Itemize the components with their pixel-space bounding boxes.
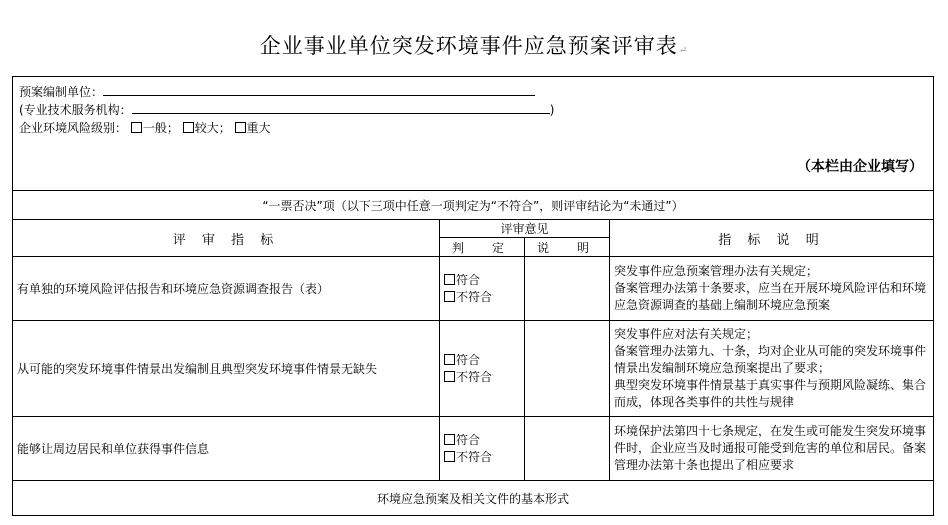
title-text: 企业事业单位突发环境事件应急预案评审表 (259, 34, 678, 58)
agency-input-line[interactable] (132, 101, 550, 114)
agency-label: (专业技术服务机构： (19, 103, 132, 117)
agency-line (19, 101, 927, 119)
criterion-cell (13, 257, 440, 321)
criterion-cell (13, 321, 440, 417)
section-heading (13, 481, 934, 516)
option-label: 不符合 (456, 449, 493, 464)
option-label: 符合 (456, 432, 481, 447)
explanation-cell (610, 257, 934, 321)
explanation-cell (610, 321, 934, 417)
checkbox-icon (444, 434, 455, 445)
checkbox-icon (183, 122, 194, 133)
judgment-cell (440, 321, 525, 417)
judgment-header-text: 判 定 (451, 240, 512, 255)
checkbox-icon (444, 354, 455, 365)
criterion-cell (13, 417, 440, 481)
fill-note: （本栏由企业填写） (797, 159, 923, 175)
unit-line (19, 83, 927, 101)
criterion-text: 从可能的突发环境事件情景出发编制且典型突发环境事件情景无缺失 (17, 362, 378, 376)
remark-cell[interactable] (525, 417, 610, 481)
info-section (13, 77, 934, 191)
option-nonconform[interactable] (444, 449, 520, 466)
review-form-table (12, 76, 934, 516)
option-nonconform[interactable] (444, 289, 520, 306)
checkbox-icon (444, 451, 455, 462)
table-row (13, 321, 934, 417)
risk-label: 企业环境风险级别： (19, 121, 128, 135)
option-conform[interactable] (444, 272, 520, 289)
risk-option-label: 重大 (246, 121, 271, 135)
paragraph-mark: ↵ (678, 45, 689, 56)
info-cell (13, 77, 934, 191)
option-label: 符合 (456, 272, 481, 287)
table-row (13, 417, 934, 481)
remark-cell[interactable] (525, 257, 610, 321)
explanation-text: 环境保护法第四十七条规定，在发生或可能发生突发环境事件时，企业应当及时通报可能受到危害的单位和居民。备案管理办法第十条也提出了相应要求 (614, 424, 927, 472)
risk-option-label: 较大； (194, 121, 231, 135)
judgment-cell (440, 257, 525, 321)
option-label: 不符合 (456, 289, 493, 304)
option-label: 不符合 (456, 369, 493, 384)
opinion-header (440, 220, 610, 238)
risk-option-label: 一般； (142, 121, 179, 135)
explanation-header-text: 指 标 说 明 (718, 232, 825, 248)
opinion-header-text: 评审意见 (500, 222, 549, 236)
section-heading-text: 环境应急预案及相关文件的基本形式 (376, 491, 569, 506)
veto-notice (13, 191, 934, 220)
criteria-header (13, 220, 440, 257)
explanation-cell (610, 417, 934, 481)
unit-input-line[interactable] (103, 83, 535, 96)
criterion-text: 有单独的环境风险评估报告和环境应急资源调查报告（表） (17, 282, 330, 296)
explanation-text: 突发事件应急预案管理办法有关规定； 备案管理办法第十条要求，应当在开展环境风险评估和环境应急资源调查的基础上编制环境应急预案 (614, 264, 927, 312)
checkbox-icon (444, 371, 455, 382)
checkbox-icon (131, 122, 142, 133)
checkbox-icon (444, 291, 455, 302)
risk-option-general[interactable] (131, 121, 179, 135)
table-row (13, 257, 934, 321)
explanation-header (610, 220, 934, 257)
explanation-text: 突发事件应对法有关规定； 备案管理办法第九、十条，均对企业从可能的突发环境事件情景出发编制环境应急预案提出了要求； 典型突发环境事件情景基于真实事件与预期风险凝练、集合而成，体现各类事件的共性与规律 (614, 327, 927, 409)
checkbox-icon (235, 122, 246, 133)
agency-close: ) (549, 103, 555, 117)
criterion-text: 能够让周边居民和单位获得事件信息 (17, 442, 210, 456)
judgment-header (440, 238, 525, 257)
option-label: 符合 (456, 352, 481, 367)
risk-option-major[interactable] (235, 121, 271, 135)
remark-header-text: 说 明 (536, 240, 597, 255)
option-conform[interactable] (444, 432, 520, 449)
unit-label: 预案编制单位： (19, 85, 104, 99)
option-conform[interactable] (444, 352, 520, 369)
veto-text: “一票否决”项（以下三项中任意一项判定为“不符合”，则评审结论为“未通过”） (262, 198, 684, 213)
remark-cell[interactable] (525, 321, 610, 417)
checkbox-icon (444, 274, 455, 285)
remark-header (525, 238, 610, 257)
option-nonconform[interactable] (444, 369, 520, 386)
risk-line (19, 119, 927, 137)
judgment-cell (440, 417, 525, 481)
page-title (0, 30, 948, 60)
header-row (13, 220, 934, 238)
risk-option-larger[interactable] (183, 121, 231, 135)
criteria-header-text: 评 审 指 标 (172, 232, 280, 248)
